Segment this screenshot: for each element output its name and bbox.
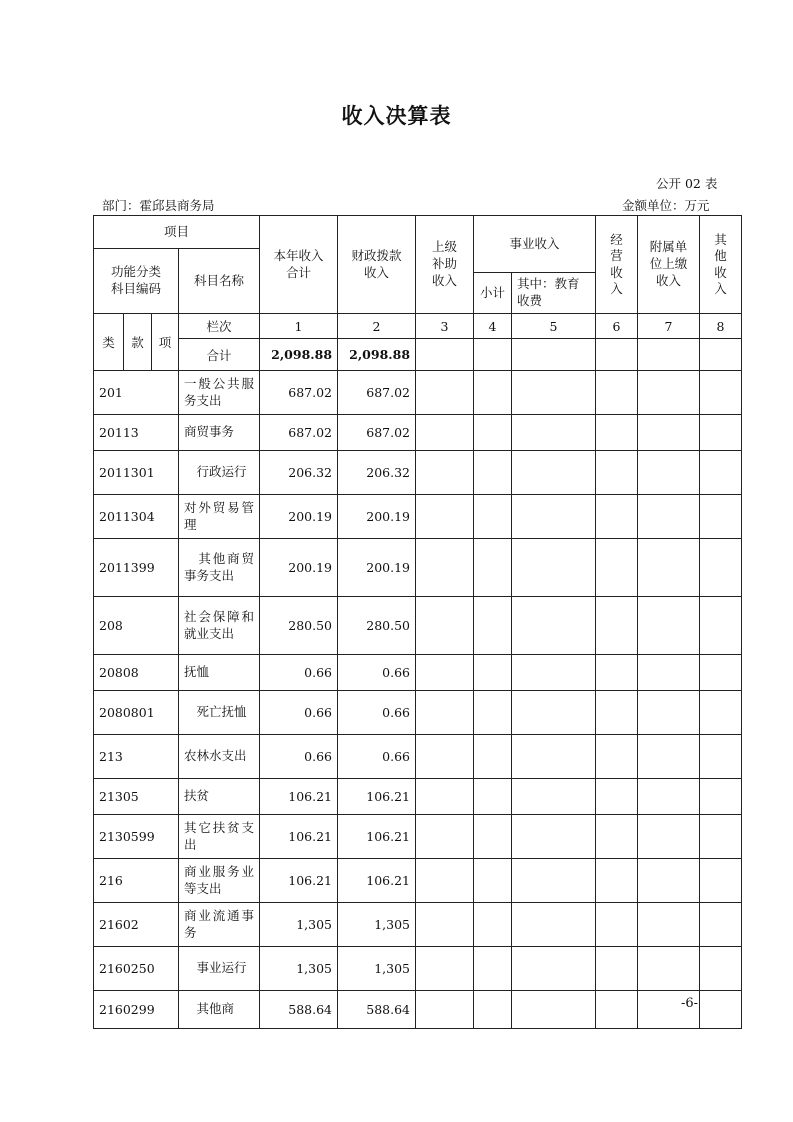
row-fiscal-income: 206.32 xyxy=(338,451,416,495)
row-code: 2011301 xyxy=(94,451,179,495)
row-empty-cell xyxy=(474,597,512,655)
row-code: 21305 xyxy=(94,779,179,815)
row-total-income: 0.66 xyxy=(260,735,338,779)
row-empty-cell xyxy=(596,539,638,597)
row-code: 201 xyxy=(94,371,179,415)
table-row xyxy=(94,903,742,947)
row-code: 213 xyxy=(94,735,179,779)
row-empty-cell xyxy=(700,779,742,815)
row-empty-cell xyxy=(512,815,596,859)
row-empty-cell xyxy=(474,691,512,735)
row-empty-cell xyxy=(638,947,700,991)
header-lanci: 栏次 xyxy=(179,314,260,339)
row-empty-cell xyxy=(596,691,638,735)
row-code: 2160250 xyxy=(94,947,179,991)
row-empty-cell xyxy=(512,735,596,779)
row-empty-cell xyxy=(416,779,474,815)
row-empty-cell xyxy=(416,947,474,991)
row-empty-cell xyxy=(700,991,742,1029)
row-empty-cell xyxy=(700,859,742,903)
row-empty-cell xyxy=(474,903,512,947)
row-empty-cell xyxy=(638,415,700,451)
table-row xyxy=(94,991,742,1029)
header-func-code: 功能分类 科目编码 xyxy=(94,249,179,314)
row-empty-cell xyxy=(700,947,742,991)
header-operating-income: 经 营 收 入 xyxy=(596,216,638,314)
row-empty-cell xyxy=(638,655,700,691)
row-empty-cell xyxy=(512,859,596,903)
row-total-income: 200.19 xyxy=(260,495,338,539)
header-lei: 类 xyxy=(94,314,124,371)
row-empty-cell xyxy=(700,597,742,655)
row-name: 死亡抚恤 xyxy=(179,691,260,735)
row-name: 商贸事务 xyxy=(179,415,260,451)
row-empty-cell xyxy=(474,495,512,539)
row-empty-cell xyxy=(700,415,742,451)
row-code: 20113 xyxy=(94,415,179,451)
row-empty-cell xyxy=(596,597,638,655)
row-name: 一般公共服务支出 xyxy=(179,371,260,415)
col-num-4: 4 xyxy=(474,314,512,339)
row-empty-cell xyxy=(638,451,700,495)
department-label: 部门：霍邱县商务局 xyxy=(102,198,215,213)
table-row xyxy=(94,947,742,991)
row-empty-cell xyxy=(596,655,638,691)
row-fiscal-income: 588.64 xyxy=(338,991,416,1029)
row-empty-cell xyxy=(512,451,596,495)
col-num-1: 1 xyxy=(260,314,338,339)
row-empty-cell xyxy=(512,779,596,815)
row-fiscal-income: 687.02 xyxy=(338,415,416,451)
header-subject-name: 科目名称 xyxy=(179,249,260,314)
row-empty-cell xyxy=(416,371,474,415)
header-xiang: 项 xyxy=(152,314,179,371)
total-row-label: 合计 xyxy=(179,339,260,371)
row-name: 抚恤 xyxy=(179,655,260,691)
table-row xyxy=(94,539,742,597)
row-empty-cell xyxy=(512,991,596,1029)
table-row xyxy=(94,779,742,815)
row-fiscal-income: 1,305 xyxy=(338,947,416,991)
row-total-income: 106.21 xyxy=(260,815,338,859)
row-empty-cell xyxy=(512,655,596,691)
page-number: -6- xyxy=(681,996,699,1011)
row-name: 事业运行 xyxy=(179,947,260,991)
row-empty-cell xyxy=(596,991,638,1029)
row-total-income: 1,305 xyxy=(260,903,338,947)
row-fiscal-income: 0.66 xyxy=(338,655,416,691)
row-empty-cell xyxy=(474,655,512,691)
row-empty-cell xyxy=(700,815,742,859)
total-row-empty-cell xyxy=(700,339,742,371)
row-name: 其他商 xyxy=(179,991,260,1029)
row-empty-cell xyxy=(416,859,474,903)
row-fiscal-income: 687.02 xyxy=(338,371,416,415)
row-empty-cell xyxy=(512,903,596,947)
row-empty-cell xyxy=(596,947,638,991)
row-empty-cell xyxy=(700,539,742,597)
row-total-income: 206.32 xyxy=(260,451,338,495)
row-code: 2130599 xyxy=(94,815,179,859)
row-empty-cell xyxy=(638,597,700,655)
row-empty-cell xyxy=(512,495,596,539)
table-row xyxy=(94,597,742,655)
total-row-empty-cell xyxy=(638,339,700,371)
row-empty-cell xyxy=(596,371,638,415)
row-empty-cell xyxy=(596,451,638,495)
row-name: 扶贫 xyxy=(179,779,260,815)
row-empty-cell xyxy=(416,495,474,539)
row-empty-cell xyxy=(596,903,638,947)
col-num-2: 2 xyxy=(338,314,416,339)
row-name: 行政运行 xyxy=(179,451,260,495)
header-total-income: 本年收入 合计 xyxy=(260,216,338,314)
total-row-empty-cell xyxy=(474,339,512,371)
row-empty-cell xyxy=(638,495,700,539)
row-empty-cell xyxy=(700,451,742,495)
header-other-income: 其 他 收 入 xyxy=(700,216,742,314)
row-empty-cell xyxy=(700,691,742,735)
row-total-income: 280.50 xyxy=(260,597,338,655)
row-fiscal-income: 200.19 xyxy=(338,539,416,597)
row-empty-cell xyxy=(512,371,596,415)
row-empty-cell xyxy=(596,495,638,539)
row-empty-cell xyxy=(638,903,700,947)
row-empty-cell xyxy=(474,415,512,451)
row-empty-cell xyxy=(416,539,474,597)
income-table xyxy=(93,215,742,1029)
row-empty-cell xyxy=(416,691,474,735)
header-edu-fee: 其中：教育 收费 xyxy=(512,273,596,314)
header-fiscal-income: 财政拨款 收入 xyxy=(338,216,416,314)
row-empty-cell xyxy=(512,415,596,451)
col-num-7: 7 xyxy=(638,314,700,339)
row-name: 其他商贸事务支出 xyxy=(179,539,260,597)
row-empty-cell xyxy=(474,371,512,415)
row-code: 216 xyxy=(94,859,179,903)
table-row xyxy=(94,495,742,539)
col-num-5: 5 xyxy=(512,314,596,339)
total-row-income: 2,098.88 xyxy=(260,339,338,371)
row-name: 社会保障和就业支出 xyxy=(179,597,260,655)
row-total-income: 687.02 xyxy=(260,415,338,451)
row-empty-cell xyxy=(596,735,638,779)
row-empty-cell xyxy=(700,735,742,779)
row-empty-cell xyxy=(416,415,474,451)
col-num-8: 8 xyxy=(700,314,742,339)
row-empty-cell xyxy=(638,539,700,597)
row-empty-cell xyxy=(596,415,638,451)
table-row xyxy=(94,415,742,451)
row-empty-cell xyxy=(416,655,474,691)
row-empty-cell xyxy=(596,815,638,859)
row-fiscal-income: 200.19 xyxy=(338,495,416,539)
row-total-income: 0.66 xyxy=(260,691,338,735)
row-fiscal-income: 1,305 xyxy=(338,903,416,947)
row-empty-cell xyxy=(638,779,700,815)
row-code: 2011304 xyxy=(94,495,179,539)
row-empty-cell xyxy=(474,947,512,991)
total-row-empty-cell xyxy=(416,339,474,371)
row-total-income: 1,305 xyxy=(260,947,338,991)
row-empty-cell xyxy=(596,779,638,815)
row-empty-cell xyxy=(512,597,596,655)
row-name: 商业流通事务 xyxy=(179,903,260,947)
table-row xyxy=(94,735,742,779)
header-item: 项目 xyxy=(94,216,260,249)
row-code: 21602 xyxy=(94,903,179,947)
row-empty-cell xyxy=(416,815,474,859)
row-total-income: 200.19 xyxy=(260,539,338,597)
row-empty-cell xyxy=(512,947,596,991)
header-business-income: 事业收入 xyxy=(474,216,596,273)
header-subtotal: 小计 xyxy=(474,273,512,314)
row-empty-cell xyxy=(416,597,474,655)
row-fiscal-income: 280.50 xyxy=(338,597,416,655)
row-name: 商业服务业等支出 xyxy=(179,859,260,903)
row-name: 农林水支出 xyxy=(179,735,260,779)
row-empty-cell xyxy=(416,991,474,1029)
row-fiscal-income: 0.66 xyxy=(338,735,416,779)
row-fiscal-income: 106.21 xyxy=(338,859,416,903)
row-empty-cell xyxy=(700,371,742,415)
row-fiscal-income: 106.21 xyxy=(338,779,416,815)
row-empty-cell xyxy=(700,903,742,947)
row-empty-cell xyxy=(638,815,700,859)
total-row-empty-cell xyxy=(596,339,638,371)
row-total-income: 106.21 xyxy=(260,859,338,903)
row-empty-cell xyxy=(638,735,700,779)
row-empty-cell xyxy=(638,371,700,415)
row-total-income: 687.02 xyxy=(260,371,338,415)
total-row-fiscal: 2,098.88 xyxy=(338,339,416,371)
col-num-6: 6 xyxy=(596,314,638,339)
table-row xyxy=(94,451,742,495)
row-empty-cell xyxy=(416,735,474,779)
amount-unit-label: 金额单位：万元 xyxy=(622,198,710,213)
table-row xyxy=(94,371,742,415)
table-row xyxy=(94,691,742,735)
row-empty-cell xyxy=(474,991,512,1029)
row-fiscal-income: 0.66 xyxy=(338,691,416,735)
row-code: 2160299 xyxy=(94,991,179,1029)
row-empty-cell xyxy=(474,859,512,903)
header-kuan: 款 xyxy=(124,314,152,371)
row-empty-cell xyxy=(700,495,742,539)
row-empty-cell xyxy=(416,451,474,495)
row-empty-cell xyxy=(512,539,596,597)
row-empty-cell xyxy=(512,691,596,735)
table-row xyxy=(94,859,742,903)
row-empty-cell xyxy=(638,859,700,903)
row-code: 2011399 xyxy=(94,539,179,597)
page-title: 收入决算表 xyxy=(341,104,452,128)
row-code: 2080801 xyxy=(94,691,179,735)
row-code: 208 xyxy=(94,597,179,655)
form-number: 公开 02 表 xyxy=(656,176,718,191)
header-affiliated-income: 附属单 位上缴 收入 xyxy=(638,216,700,314)
row-empty-cell xyxy=(416,903,474,947)
row-name: 其它扶贫支出 xyxy=(179,815,260,859)
total-row-empty-cell xyxy=(512,339,596,371)
row-total-income: 106.21 xyxy=(260,779,338,815)
row-total-income: 588.64 xyxy=(260,991,338,1029)
table-row xyxy=(94,655,742,691)
row-empty-cell xyxy=(474,539,512,597)
row-empty-cell xyxy=(474,451,512,495)
col-num-3: 3 xyxy=(416,314,474,339)
row-empty-cell xyxy=(474,815,512,859)
row-empty-cell xyxy=(638,691,700,735)
row-empty-cell xyxy=(700,655,742,691)
row-total-income: 0.66 xyxy=(260,655,338,691)
row-empty-cell xyxy=(474,735,512,779)
row-empty-cell xyxy=(596,859,638,903)
row-name: 对外贸易管理 xyxy=(179,495,260,539)
row-empty-cell xyxy=(474,779,512,815)
table-row xyxy=(94,815,742,859)
row-fiscal-income: 106.21 xyxy=(338,815,416,859)
header-superior-subsidy: 上级 补助 收入 xyxy=(416,216,474,314)
row-code: 20808 xyxy=(94,655,179,691)
